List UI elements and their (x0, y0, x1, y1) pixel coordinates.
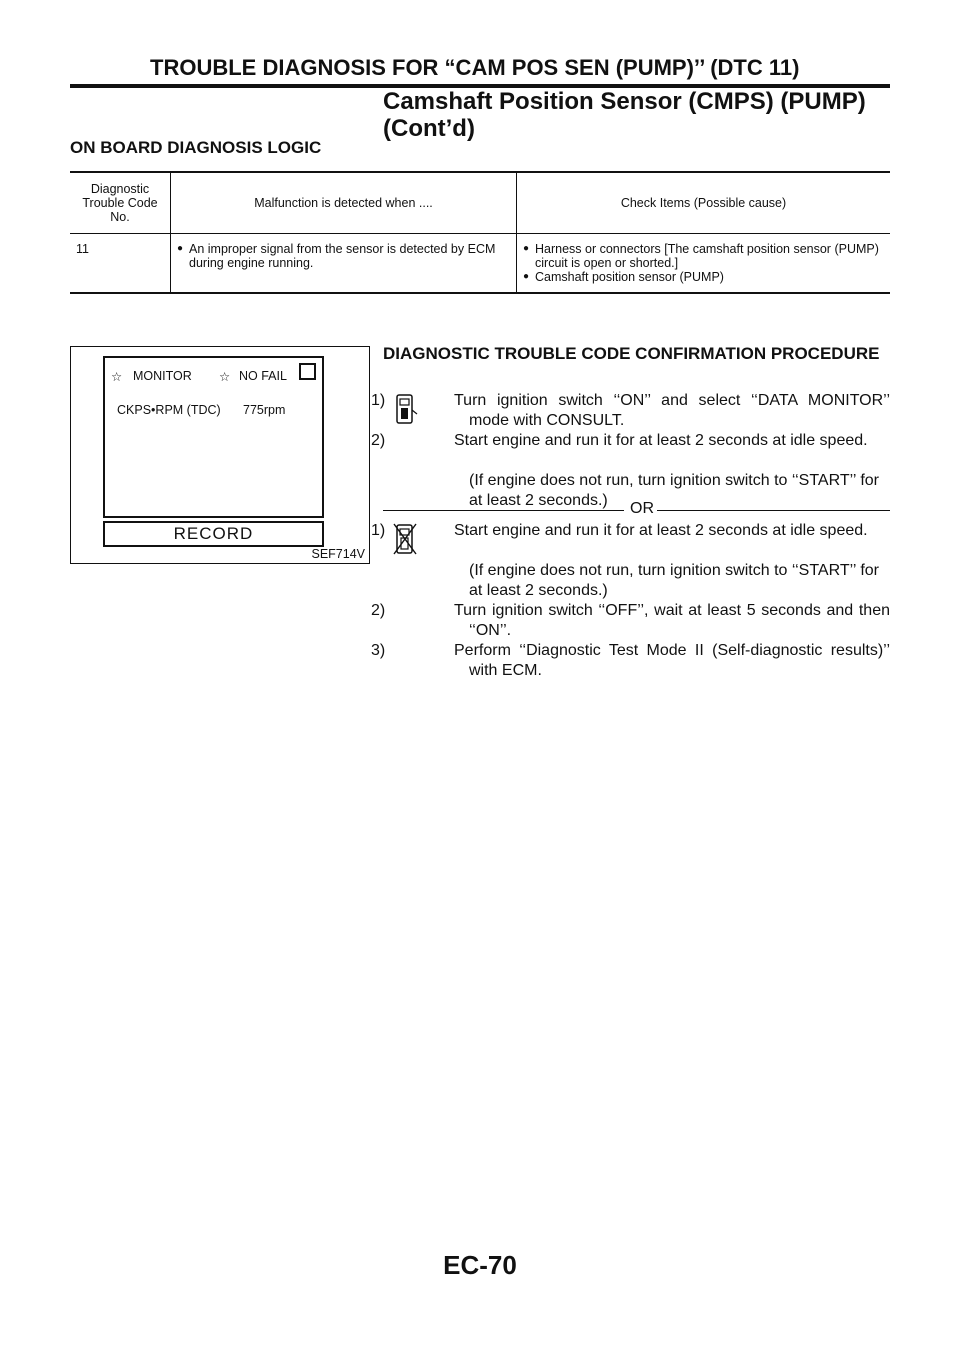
star-icon: ☆ (111, 370, 123, 384)
step-without-consult-3: 3) Perform ‘‘Diagnostic Test Mode II (Self-diagnostic results)’’ with ECM. (371, 642, 890, 679)
divider-left (383, 510, 624, 511)
page-number: EC-70 (443, 1250, 517, 1280)
dtc-table (70, 171, 890, 294)
star-icon: ☆ (219, 370, 231, 384)
figure-code: SEF714V (311, 547, 365, 561)
table-header-row (70, 172, 890, 234)
bullet-icon: ● (177, 243, 184, 254)
header-dtc-no: Diagnostic Trouble Code No. (70, 172, 171, 234)
list-item: ● Harness or connectors [The camshaft position sensor (PUMP) circuit is open or shorted.] (523, 242, 879, 270)
cell-dtc-code: 11 (70, 234, 171, 294)
page-header-title: TROUBLE DIAGNOSIS FOR “CAM POS SEN (PUMP)’’ (DTC 11) (150, 55, 800, 80)
table-row (70, 234, 890, 294)
list-item: ● An improper signal from the sensor is detected by ECM during engine running. (177, 242, 496, 270)
page-header-subtitle (383, 88, 866, 142)
cell-malfunction (171, 234, 517, 294)
subtitle-line-1: Camshaft Position Sensor (CMPS) (PUMP) (383, 88, 866, 115)
header-malfunction: Malfunction is detected when .... (171, 172, 517, 234)
bullet-icon: ● (523, 271, 530, 282)
section-title-dtc-confirmation: DIAGNOSTIC TROUBLE CODE CONFIRMATION PROCEDURE (383, 344, 880, 363)
no-fail-label: NO FAIL (239, 369, 287, 383)
consult-tester-icon (393, 392, 419, 426)
subtitle-line-2: (Cont’d) (383, 115, 475, 142)
monitor-label: MONITOR (133, 369, 192, 383)
step-with-consult-2: 2) Start engine and run it for at least 2 seconds at idle speed. (371, 432, 868, 449)
monitor-item-value: 775rpm (243, 403, 286, 417)
step-note: (If engine does not run, turn ignition switch to ‘‘START’’ for at least 2 seconds.) (469, 562, 879, 599)
or-label: OR (630, 500, 654, 517)
step-note: (If engine does not run, turn ignition switch to ‘‘START’’ for at least 2 seconds.) (469, 472, 879, 509)
list-item: ● Camshaft position sensor (PUMP) (523, 270, 724, 284)
no-consult-tester-icon (392, 522, 420, 556)
record-button: RECORD (103, 521, 324, 547)
monitor-item-label: CKPS•RPM (TDC) (117, 403, 221, 417)
bullet-icon: ● (523, 243, 530, 254)
header-check-items: Check Items (Possible cause) (517, 172, 891, 234)
cell-check-items (517, 234, 891, 294)
step-without-consult-2: 2) Turn ignition switch ‘‘OFF’’, wait at least 5 seconds and then ‘‘ON’’. (371, 602, 890, 639)
divider-right (657, 510, 890, 511)
step-with-consult-1: 1) Turn ignition switch ‘‘ON’’ and select ‘‘DATA MONITOR’’ mode with CONSULT. (371, 392, 890, 429)
section-title-obd-logic: ON BOARD DIAGNOSIS LOGIC (70, 138, 322, 157)
consult-screen-frame (103, 356, 324, 518)
step-without-consult-1: 1) Start engine and run it for at least 2 seconds at idle speed. (371, 522, 868, 539)
